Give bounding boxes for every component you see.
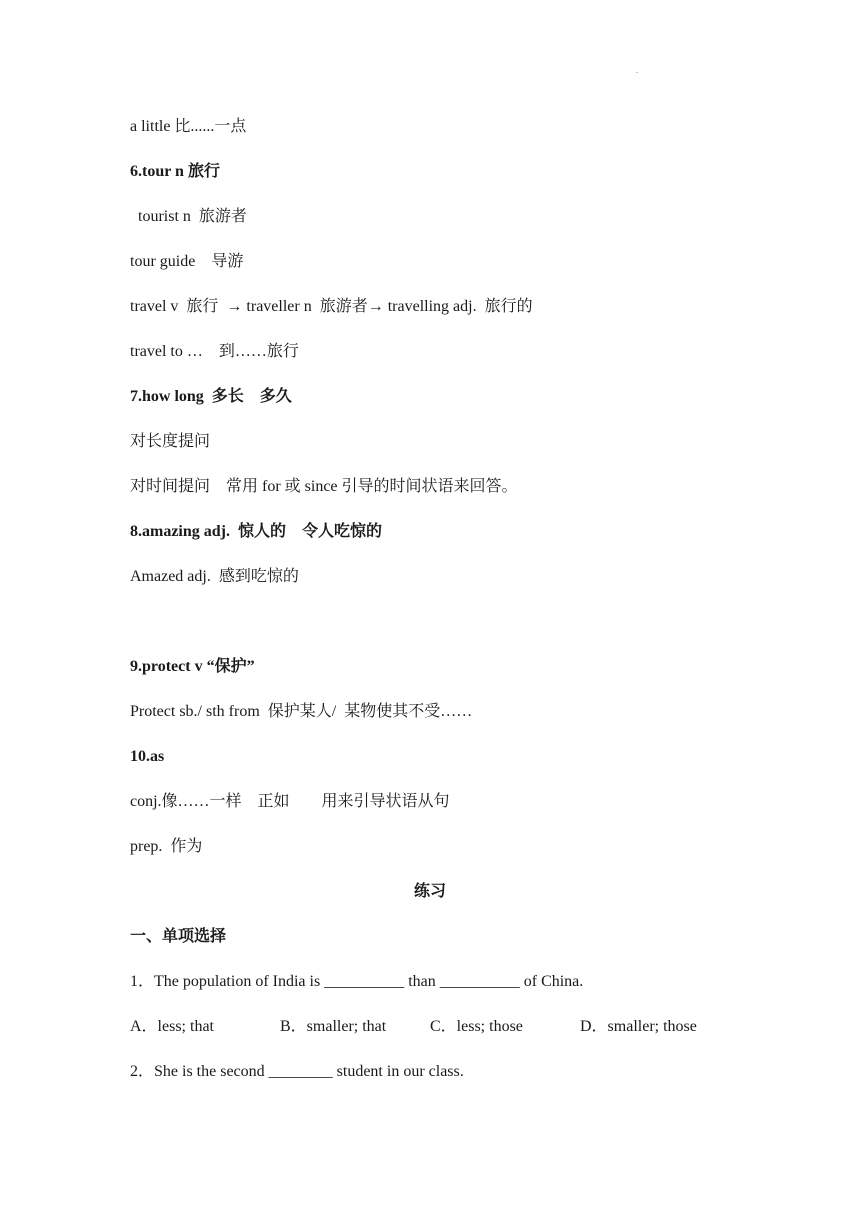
heading-tour: 6.tour n 旅行	[130, 163, 220, 180]
note-line-amazed: Amazed adj. 感到吃惊的	[130, 568, 299, 585]
section-title-single-choice: 一、单项选择	[130, 928, 227, 945]
note-line-a-little: a little 比......一点	[130, 118, 247, 135]
note-line-travel-to: travel to … 到……旅行	[130, 343, 299, 360]
heading-as: 10.as	[130, 748, 165, 765]
note-line-protect-from: Protect sb./ sth from 保护某人/ 某物使其不受……	[130, 703, 473, 720]
question-1-option-c: C．less; those	[430, 1018, 523, 1035]
note-line-length-question: 对长度提问	[130, 433, 211, 450]
question-1: 1．The population of India is __________ than __________ of China.	[130, 973, 584, 990]
question-1-option-a: A．less; that	[130, 1018, 214, 1035]
note-line-prep: prep. 作为	[130, 838, 203, 855]
heading-amazing: 8.amazing adj. 惊人的 令人吃惊的	[130, 523, 383, 540]
heading-how-long: 7.how long 多长 多久	[130, 388, 292, 405]
note-line-travel: travel v 旅行 → traveller n 旅游者→ travelling adj. 旅行的	[130, 298, 533, 315]
note-line-time-question: 对时间提问 常用 for 或 since 引导的时间状语来回答。	[130, 478, 518, 495]
question-1-option-d: D．smaller; those	[580, 1018, 697, 1035]
header-mark: .	[636, 66, 638, 75]
note-line-conj: conj.像……一样 正如 用来引导状语从句	[130, 793, 450, 810]
question-2: 2．She is the second ________ student in our class.	[130, 1063, 464, 1080]
heading-protect: 9.protect v “保护”	[130, 658, 255, 675]
note-line-tour-guide: tour guide 导游	[130, 253, 244, 270]
exercise-title: 练习	[413, 883, 446, 900]
note-line-tourist: tourist n 旅游者	[130, 208, 247, 225]
question-1-option-b: B．smaller; that	[280, 1018, 387, 1035]
